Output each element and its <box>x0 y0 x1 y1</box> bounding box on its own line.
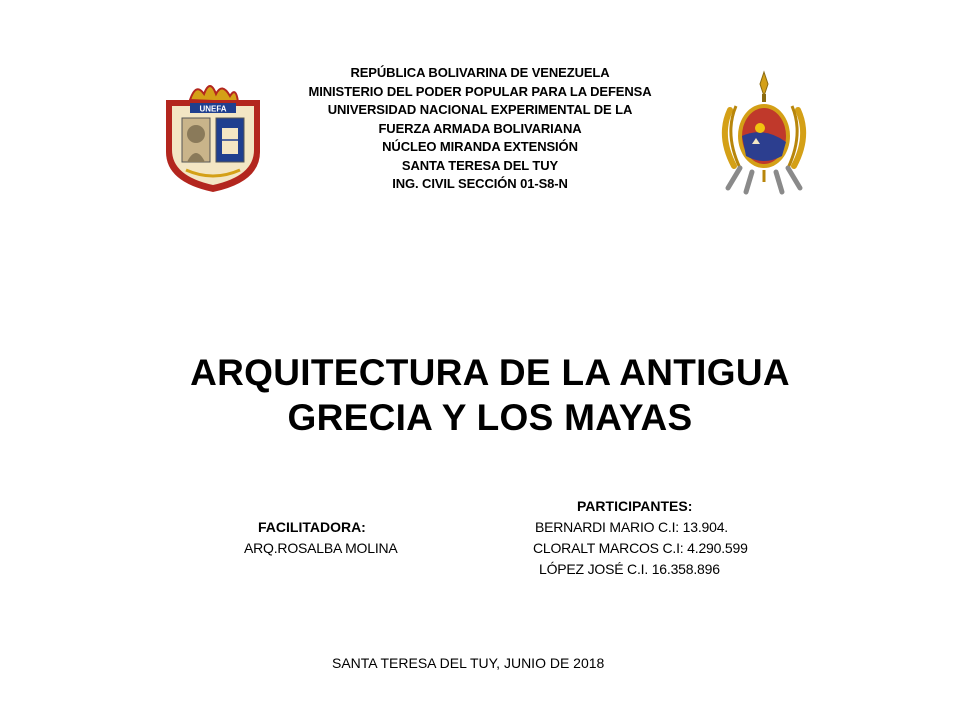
header-line: REPÚBLICA BOLIVARINA DE VENEZUELA <box>350 65 610 80</box>
title-line-2: GRECIA Y LOS MAYAS <box>287 397 693 438</box>
participant-item: BERNARDI MARIO C.I: 13.904. <box>535 519 728 535</box>
military-crest-logo <box>716 70 812 196</box>
facilitator-label: FACILITADORA: <box>258 519 366 535</box>
presentation-title <box>100 350 880 440</box>
facilitator-name: ARQ.ROSALBA MOLINA <box>244 540 398 556</box>
crest-icon <box>716 70 812 196</box>
header-line: MINISTERIO DEL PODER POPULAR PARA LA DEFENSA <box>308 83 652 99</box>
header-line: UNIVERSIDAD NACIONAL EXPERIMENTAL DE LA <box>327 102 633 117</box>
svg-text:UNEFA: UNEFA <box>199 104 227 114</box>
header-line: FUERZA ARMADA BOLIVARIANA <box>378 120 582 136</box>
footer-place-date: SANTA TERESA DEL TUY, JUNIO DE 2018 <box>332 655 605 671</box>
participant-item: LÓPEZ JOSÉ C.I. 16.358.896 <box>539 561 720 577</box>
header-line: SANTA TERESA DEL TUY <box>401 157 559 173</box>
header-line: ING. CIVIL SECCIÓN 01-S8-N <box>392 176 568 191</box>
title-line-1: ARQUITECTURA DE LA ANTIGUA <box>190 352 790 393</box>
participant-item: CLORALT MARCOS C.I: 4.290.599 <box>533 540 748 556</box>
institution-header <box>250 64 710 194</box>
participants-label: PARTICIPANTES: <box>577 498 693 514</box>
header-line: NÚCLEO MIRANDA EXTENSIÓN <box>382 139 578 154</box>
